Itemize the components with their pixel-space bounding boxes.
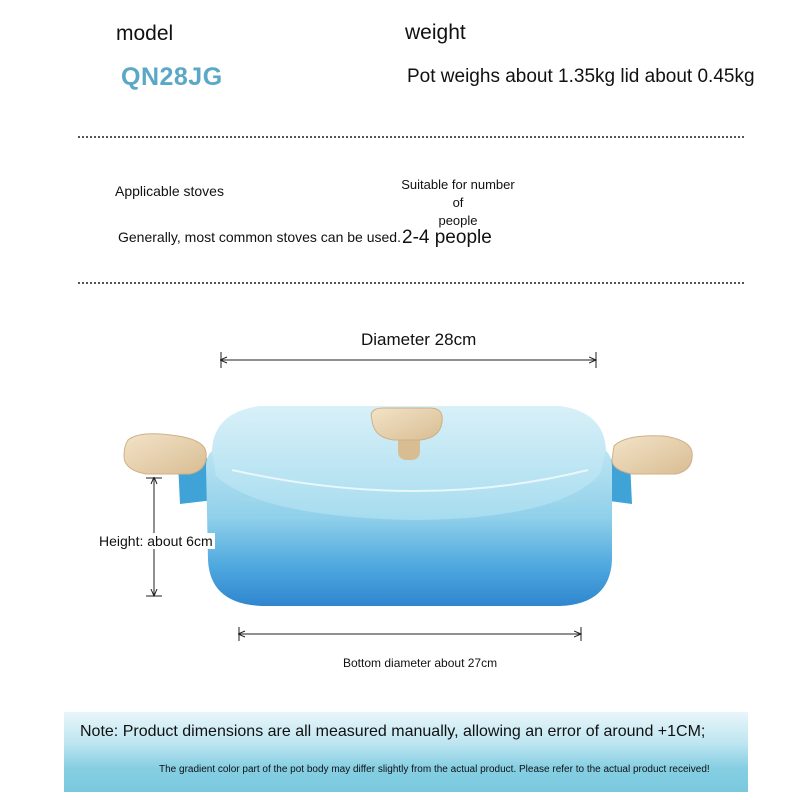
lid-knob [371,408,442,440]
people-label [398,176,518,230]
bottom-diameter-label: Bottom diameter about 27cm [343,656,498,670]
height-label: Height: about 6cm [99,533,213,549]
bottom-diameter-dimension-line [239,627,581,641]
weight-label: weight [405,21,466,44]
note-line2: The gradient color part of the pot body may differ slightly from the actual product. Please refer to the actual product received! [159,764,710,775]
people-value: 2-4 people [402,227,492,248]
stoves-value: Generally, most common stoves can be used. [118,229,401,245]
divider-top [78,136,744,138]
people-label-line1: Suitable for number of [401,177,515,210]
model-value: QN28JG [121,63,223,91]
diameter-label: Diameter 28cm [361,330,477,349]
people-label-line2: people [438,213,478,228]
note-box [64,712,748,792]
model-label: model [116,22,174,45]
weight-value: Pot weighs about 1.35kg lid about 0.45kg [407,66,755,87]
pot-illustration [0,300,800,700]
divider-bottom [78,282,744,284]
right-handle [612,436,692,474]
left-handle [124,434,206,474]
stoves-label: Applicable stoves [115,183,224,199]
diameter-dimension-line [221,352,596,368]
note-line1: Note: Product dimensions are all measured manually, allowing an error of around +1CM; [80,723,706,740]
